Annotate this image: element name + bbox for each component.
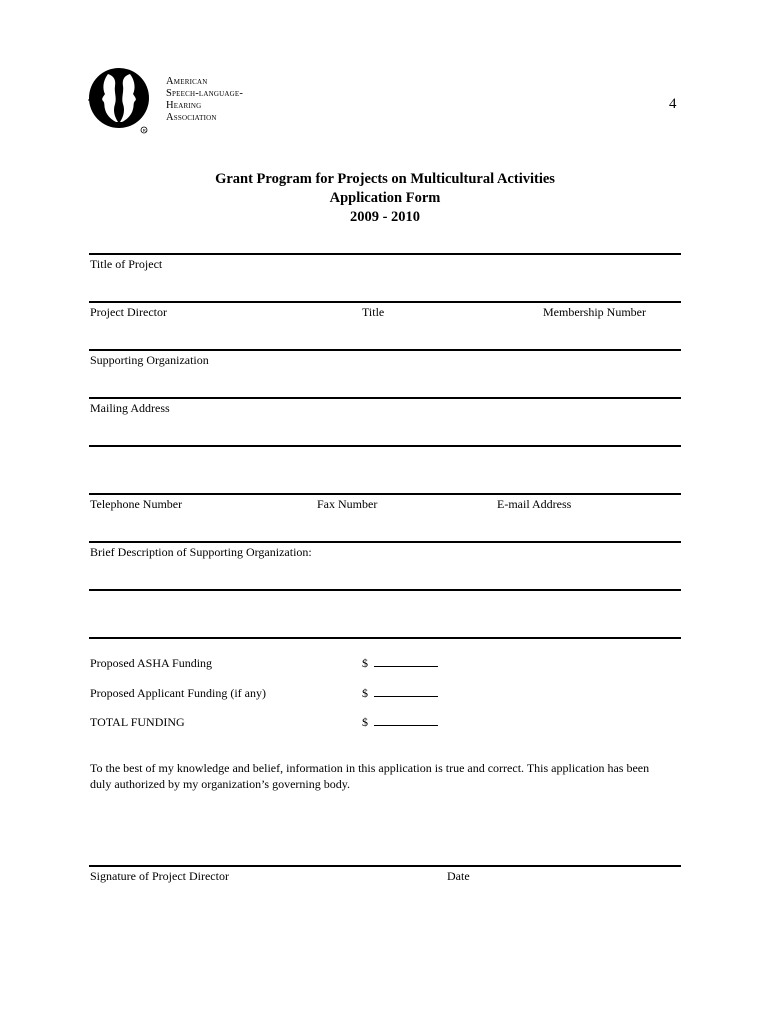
currency-symbol: $ xyxy=(362,656,368,670)
label-email-address: E-mail Address xyxy=(497,497,572,511)
label-total-funding: TOTAL FUNDING xyxy=(90,715,185,729)
org-name-line-3: Hearing xyxy=(166,100,202,111)
rule-title-of-project xyxy=(89,253,681,255)
page-number: 4 xyxy=(669,96,677,112)
blank-line xyxy=(374,656,438,667)
asha-logo xyxy=(86,64,150,136)
label-brief-description: Brief Description of Supporting Organization: xyxy=(90,545,312,559)
rule-project-director xyxy=(89,301,681,303)
rule-mailing-address xyxy=(89,397,681,399)
rule-supporting-organization xyxy=(89,349,681,351)
label-mailing-address: Mailing Address xyxy=(90,401,170,415)
label-title: Title xyxy=(362,305,385,319)
org-name-line-1: American xyxy=(166,76,208,87)
label-signature-of-project-director: Signature of Project Director xyxy=(90,869,229,883)
form-title: Grant Program for Projects on Multicultural Activities xyxy=(215,171,555,187)
declaration-text: To the best of my knowledge and belief, information in this application is true and correct. This application has been duly authorized by my organization’s governing body. xyxy=(90,761,650,791)
rule-signature xyxy=(89,865,681,867)
label-fax-number: Fax Number xyxy=(317,497,378,511)
label-proposed-asha-funding: Proposed ASHA Funding xyxy=(90,656,213,670)
label-date: Date xyxy=(447,869,470,883)
label-telephone-number: Telephone Number xyxy=(90,497,183,511)
rule-brief-description xyxy=(89,541,681,543)
applicant-funding-amount-field[interactable] xyxy=(362,686,438,700)
form-subtitle: Application Form xyxy=(329,190,441,206)
org-name-line-4: Association xyxy=(166,112,217,123)
label-project-director: Project Director xyxy=(90,305,167,319)
rule-mailing-address-line-2 xyxy=(89,445,681,447)
label-membership-number: Membership Number xyxy=(543,305,646,319)
rule-description-line-3 xyxy=(89,637,681,639)
form-years: 2009 - 2010 xyxy=(349,209,421,225)
currency-symbol: $ xyxy=(362,715,368,729)
blank-line xyxy=(374,715,438,726)
label-supporting-organization: Supporting Organization xyxy=(90,353,209,367)
asha-logo-icon xyxy=(86,64,150,136)
rule-telephone xyxy=(89,493,681,495)
asha-funding-amount-field[interactable] xyxy=(362,656,438,670)
svg-text:R: R xyxy=(142,127,146,133)
label-proposed-applicant-funding: Proposed Applicant Funding (if any) xyxy=(90,686,266,700)
currency-symbol: $ xyxy=(362,686,368,700)
total-funding-amount-field[interactable] xyxy=(362,715,438,729)
org-name-line-2: Speech-language- xyxy=(166,88,244,99)
rule-description-line-2 xyxy=(89,589,681,591)
label-title-of-project: Title of Project xyxy=(90,257,163,271)
blank-line xyxy=(374,686,438,697)
